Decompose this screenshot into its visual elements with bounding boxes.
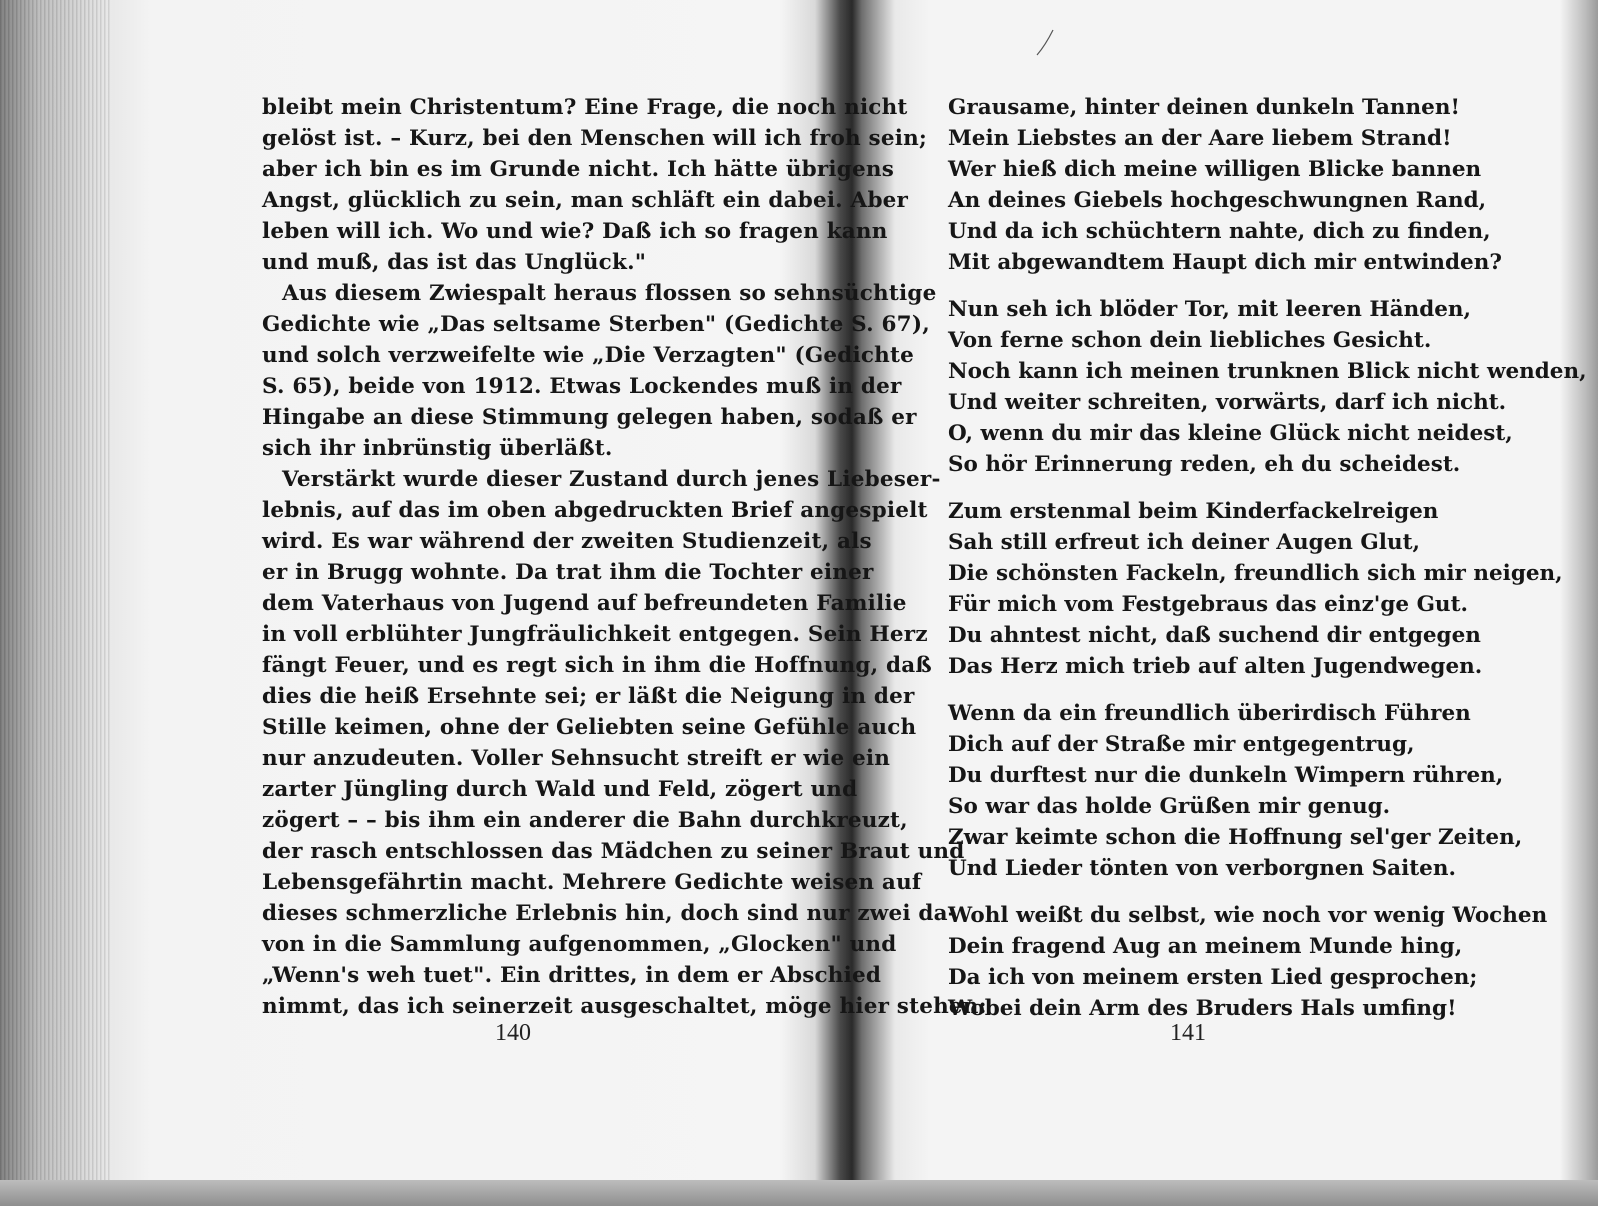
text-line: gelöst ist. – Kurz, bei den Menschen will ich froh sein; (262, 126, 928, 151)
text-line: Angst, glücklich zu sein, man schläft ein dabei. Aber (262, 188, 909, 213)
text-line: Gedichte wie „Das seltsame Sterben" (Gedichte S. 67), (262, 312, 930, 337)
paragraph (262, 278, 937, 464)
verse-line: Nun seh ich blöder Tor, mit leeren Händen, (948, 297, 1472, 322)
verse-line: O, wenn du mir das kleine Glück nicht neidest, (948, 421, 1513, 446)
verse-line: Die schönsten Fackeln, freundlich sich mir neigen, (948, 561, 1563, 586)
right-page-poem (948, 92, 1587, 1040)
text-line: nur anzudeuten. Voller Sehnsucht streift er wie ein (262, 746, 891, 771)
verse-line: So war das holde Grüßen mir genug. (948, 794, 1391, 819)
left-page-text (262, 92, 987, 1022)
verse-line: So hör Erinnerung reden, eh du scheidest. (948, 452, 1461, 477)
book-bottom-edge (0, 1180, 1598, 1206)
text-line: sich ihr inbrünstig überläßt. (262, 436, 613, 461)
text-line: Aus diesem Zwiespalt heraus flossen so sehnsüchtige (282, 281, 937, 306)
verse-line: Und Lieder tönten von verborgnen Saiten. (948, 856, 1456, 881)
text-line: Verstärkt wurde dieser Zustand durch jenes Liebeser- (282, 467, 941, 492)
text-line: dieses schmerzliche Erlebnis hin, doch sind nur zwei da- (262, 901, 957, 926)
text-line: in voll erblühter Jungfräulichkeit entgegen. Sein Herz (262, 622, 928, 647)
text-line: wird. Es war während der zweiten Studienzeit, als (262, 529, 872, 554)
verse-line: Noch kann ich meinen trunknen Blick nicht wenden, (948, 359, 1587, 384)
stanza (948, 92, 1548, 278)
stanza (948, 900, 1548, 1024)
text-line: Lebensgefährtin macht. Mehrere Gedichte weisen auf (262, 870, 922, 895)
verse-line: Zum erstenmal beim Kinderfackelreigen (948, 499, 1439, 524)
text-line: und muß, das ist das Unglück." (262, 250, 647, 275)
text-line: zögert – – bis ihm ein anderer die Bahn durchkreuzt, (262, 808, 908, 833)
text-line: dem Vaterhaus von Jugend auf befreundeten Familie (262, 591, 907, 616)
text-line: von in die Sammlung aufgenommen, „Glocken" und (262, 932, 897, 957)
verse-line: Mein Liebstes an der Aare liebem Strand! (948, 126, 1452, 151)
text-line: „Wenn's weh tuet". Ein drittes, in dem er Abschied (262, 963, 882, 988)
stanza (948, 294, 1587, 480)
verse-line: Wohl weißt du selbst, wie noch vor wenig Wochen (948, 903, 1548, 928)
verse-line: Sah still erfreut ich deiner Augen Glut, (948, 530, 1421, 555)
text-line: lebnis, auf das im oben abgedruckten Brief angespielt (262, 498, 928, 523)
text-line: dies die heiß Ersehnte sei; er läßt die Neigung in der (262, 684, 915, 709)
verse-line: Zwar keimte schon die Hoffnung sel'ger Zeiten, (948, 825, 1523, 850)
verse-line: Dich auf der Straße mir entgegentrug, (948, 732, 1415, 757)
verse-line: Du durftest nur die dunkeln Wimpern rühren, (948, 763, 1504, 788)
verse-line: Und da ich schüchtern nahte, dich zu finden, (948, 219, 1491, 244)
verse-line: Und weiter schreiten, vorwärts, darf ich nicht. (948, 390, 1507, 415)
verse-line: Für mich vom Festgebraus das einz'ge Gut. (948, 592, 1468, 617)
stanza (948, 698, 1548, 884)
text-line: er in Brugg wohnte. Da trat ihm die Tochter einer (262, 560, 874, 585)
text-line: fängt Feuer, und es regt sich in ihm die Hoffnung, daß (262, 653, 932, 678)
page-edges (0, 0, 112, 1206)
verse-line: Wer hieß dich meine willigen Blicke bannen (948, 157, 1482, 182)
verse-line: Da ich von meinem ersten Lied gesprochen; (948, 965, 1478, 990)
pen-mark-icon (1035, 28, 1055, 58)
text-line: bleibt mein Christentum? Eine Frage, die noch nicht (262, 95, 908, 120)
text-line: leben will ich. Wo und wie? Daß ich so fragen kann (262, 219, 888, 244)
text-line: nimmt, das ich seinerzeit ausgeschaltet, möge hier stehen: (262, 994, 987, 1019)
text-line: aber ich bin es im Grunde nicht. Ich hätte übrigens (262, 157, 895, 182)
verse-line: Von ferne schon dein liebliches Gesicht. (948, 328, 1432, 353)
text-line: Stille keimen, ohne der Geliebten seine Gefühle auch (262, 715, 917, 740)
page-number-right: 141 (1170, 1020, 1206, 1046)
paragraph (262, 464, 987, 1022)
verse-line: Mit abgewandtem Haupt dich mir entwinden? (948, 250, 1502, 275)
verse-line: Du ahntest nicht, daß suchend dir entgegen (948, 623, 1481, 648)
verse-line: Das Herz mich trieb auf alten Jugendwegen. (948, 654, 1483, 679)
verse-line: Wenn da ein freundlich überirdisch Führen (948, 701, 1471, 726)
page-number-left: 140 (495, 1020, 531, 1046)
text-line: zarter Jüngling durch Wald und Feld, zögert und (262, 777, 858, 802)
text-line: der rasch entschlossen das Mädchen zu seiner Braut und (262, 839, 965, 864)
stanza (948, 496, 1563, 682)
verse-line: Dein fragend Aug an meinem Munde hing, (948, 934, 1463, 959)
verse-line: Grausame, hinter deinen dunkeln Tannen! (948, 95, 1460, 120)
text-line: und solch verzweifelte wie „Die Verzagten" (Gedichte (262, 343, 914, 368)
paragraph (262, 92, 928, 278)
text-line: Hingabe an diese Stimmung gelegen haben, sodaß er (262, 405, 917, 430)
verse-line: Wobei dein Arm des Bruders Hals umfing! (948, 996, 1457, 1021)
text-line: S. 65), beide von 1912. Etwas Lockendes muß in der (262, 374, 902, 399)
verse-line: An deines Giebels hochgeschwungnen Rand, (948, 188, 1487, 213)
